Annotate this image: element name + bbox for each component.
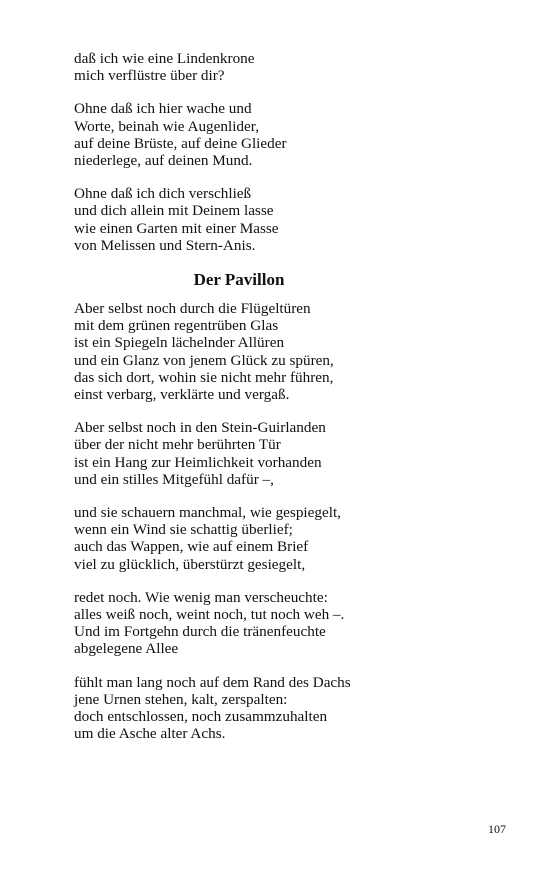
verse-line: viel zu glücklich, überstürzt gesiegelt, [74, 555, 306, 573]
verse-line: einst verbarg, verklärte und vergaß. [74, 386, 290, 404]
stanza [74, 674, 494, 743]
verse-line: und dich allein mit Deinem lasse [74, 202, 274, 220]
verse-line: Aber selbst noch in den Stein-Guirlanden [74, 419, 326, 437]
verse-line: Ohne daß ich hier wache und [74, 100, 252, 118]
verse-line: das sich dort, wohin sie nicht mehr führen, [74, 368, 334, 386]
verse-line: auch das Wappen, wie auf einem Brief [74, 538, 309, 556]
verse-line: Ohne daß ich dich verschließ [74, 185, 252, 203]
stanza [74, 589, 494, 658]
verse-line: alles weiß noch, weint noch, tut noch weh –. [74, 606, 345, 624]
page-number: 107 [488, 822, 506, 836]
verse-line: ist ein Hang zur Heimlichkeit vorhanden [74, 453, 322, 471]
verse-line: jene Urnen stehen, kalt, zerspalten: [74, 690, 288, 708]
page-content [74, 50, 494, 759]
verse-line: und ein stilles Mitgefühl dafür –, [74, 470, 274, 488]
verse-line: mich verflüstre über dir? [74, 67, 225, 85]
verse-line: wie einen Garten mit einer Masse [74, 219, 279, 237]
poem-continuation [74, 50, 494, 254]
stanza [74, 185, 494, 254]
verse-line: von Melissen und Stern-Anis. [74, 236, 256, 254]
verse-line: über der nicht mehr berührten Tür [74, 436, 281, 454]
stanza [74, 300, 494, 403]
verse-line: mit dem grünen regentrüben Glas [74, 317, 279, 335]
poem-title: Der Pavillon [193, 270, 285, 290]
verse-line: Aber selbst noch durch die Flügeltüren [74, 300, 311, 318]
verse-line: ist ein Spiegeln lächelnder Allüren [74, 334, 285, 352]
verse-line: um die Asche alter Achs. [74, 725, 226, 743]
verse-line: Und im Fortgehn durch die tränenfeuchte [74, 623, 326, 641]
stanza [74, 50, 494, 84]
verse-line: auf deine Brüste, auf deine Glieder [74, 134, 287, 152]
poem-body [74, 300, 494, 742]
verse-line: redet noch. Wie wenig man verscheuchte: [74, 588, 328, 606]
verse-line: fühlt man lang noch auf dem Rand des Dachs [74, 673, 351, 691]
verse-line: niederlege, auf deinen Mund. [74, 152, 253, 170]
stanza [74, 419, 494, 488]
stanza [74, 100, 494, 169]
verse-line: wenn ein Wind sie schattig überlief; [74, 521, 293, 539]
verse-line: doch entschlossen, noch zusammzuhalten [74, 708, 328, 726]
verse-line: und ein Glanz von jenem Glück zu spüren, [74, 351, 334, 369]
verse-line: Worte, beinah wie Augenlider, [74, 117, 259, 135]
stanza [74, 504, 494, 573]
verse-line: abgelegene Allee [74, 640, 179, 658]
verse-line: daß ich wie eine Lindenkrone [74, 50, 255, 67]
verse-line: und sie schauern manchmal, wie gespiegelt, [74, 504, 341, 522]
